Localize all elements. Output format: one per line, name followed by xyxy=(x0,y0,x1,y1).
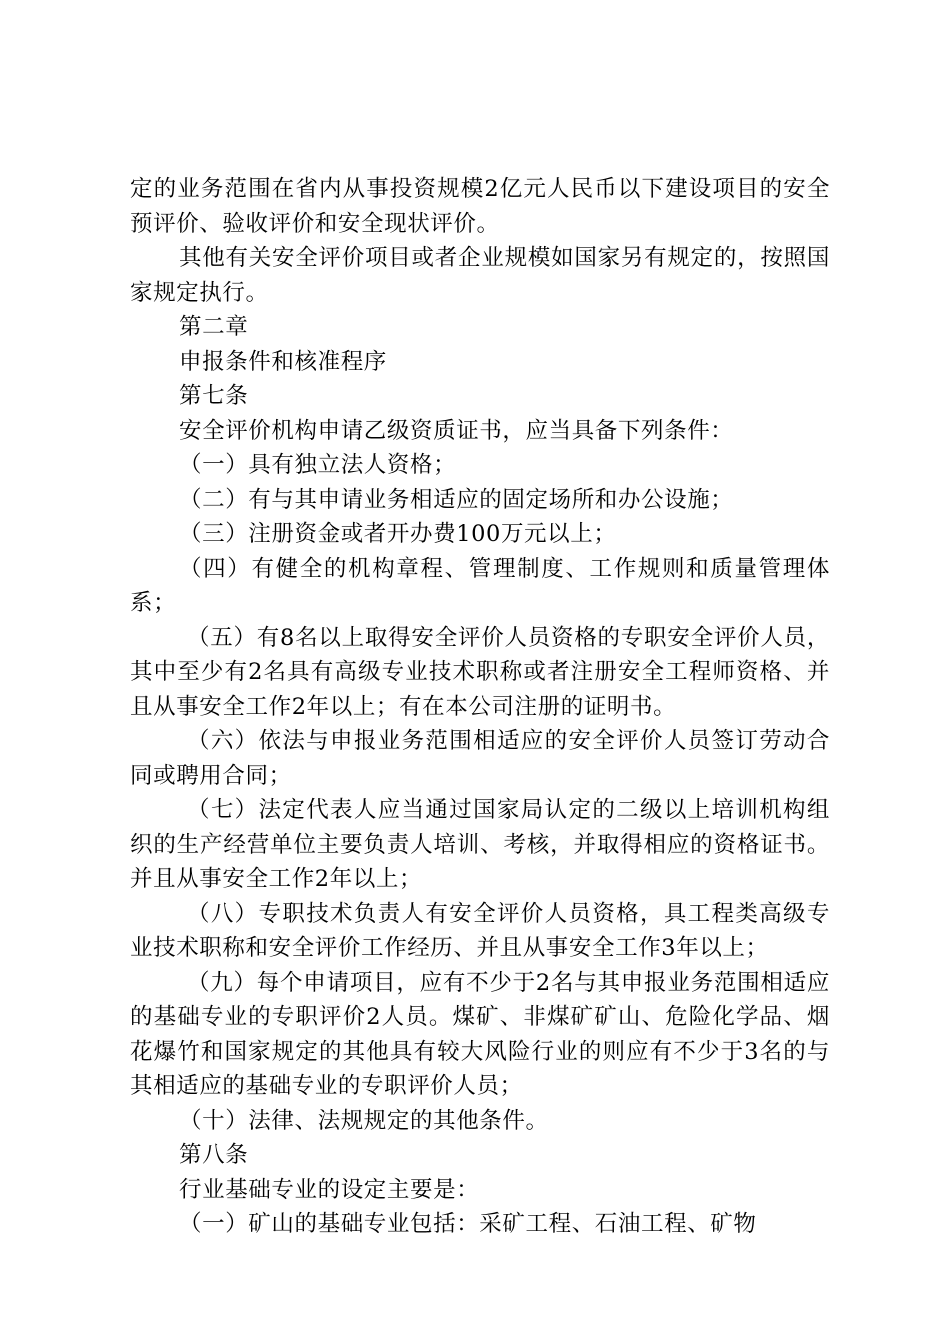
condition-item-4: （四）有健全的机构章程、管理制度、工作规则和质量管理体系； xyxy=(130,555,830,616)
paragraph-other-provisions: 其他有关安全评价项目或者企业规模如国家另有规定的，按照国家规定执行。 xyxy=(130,245,830,306)
condition-item-2: （二）有与其申请业务相适应的固定场所和办公设施； xyxy=(179,486,734,513)
chapter-title: 申报条件和核准程序 xyxy=(179,348,387,375)
condition-item-8: （八）专职技术负责人有安全评价人员资格，具工程类高级专业技术职称和安全评价工作经历、并且从事安全工作3年以上； xyxy=(130,900,830,961)
condition-item-9: （九）每个申请项目，应有不少于2名与其申报业务范围相适应的基础专业的专职评价2人员。煤矿、非煤矿矿山、危险化学品、烟花爆竹和国家规定的其他具有较大风险行业的则应有不少于3名的与其相适应的基础专业的专职评价人员； xyxy=(130,969,830,1099)
article-8-heading: 第八条 xyxy=(179,1142,249,1168)
condition-item-7: （七）法定代表人应当通过国家局认定的二级以上培训机构组织的生产经营单位主要负责人培训、考核，并取得相应的资格证书。并且从事安全工作2年以上； xyxy=(130,797,830,892)
article-8-intro: 行业基础专业的设定主要是： xyxy=(179,1176,480,1203)
condition-item-1: （一）具有独立法人资格； xyxy=(179,452,457,478)
condition-item-3: （三）注册资金或者开办费100万元以上； xyxy=(179,521,617,547)
condition-item-6: （六）依法与申报业务范围相适应的安全评价人员签订劳动合同或聘用合同； xyxy=(130,728,830,789)
chapter-heading: 第二章 xyxy=(179,314,249,340)
document-body xyxy=(130,172,830,1242)
condition-item-5: （五）有8名以上取得安全评价人员资格的专职安全评价人员，其中至少有2名具有高级专业技术职称或者注册安全工程师资格、并且从事安全工作2年以上；有在本公司注册的证明书。 xyxy=(130,624,830,720)
article-7-heading: 第七条 xyxy=(179,383,249,409)
specialty-item-1: （一）矿山的基础专业包括：采矿工程、石油工程、矿物 xyxy=(179,1211,757,1237)
paragraph-scope-continued: 定的业务范围在省内从事投资规模2亿元人民币以下建设项目的安全预评价、验收评价和安全现状评价。 xyxy=(130,176,830,237)
article-7-intro: 安全评价机构申请乙级资质证书，应当具备下列条件： xyxy=(179,417,734,444)
condition-item-10: （十）法律、法规规定的其他条件。 xyxy=(179,1107,549,1134)
